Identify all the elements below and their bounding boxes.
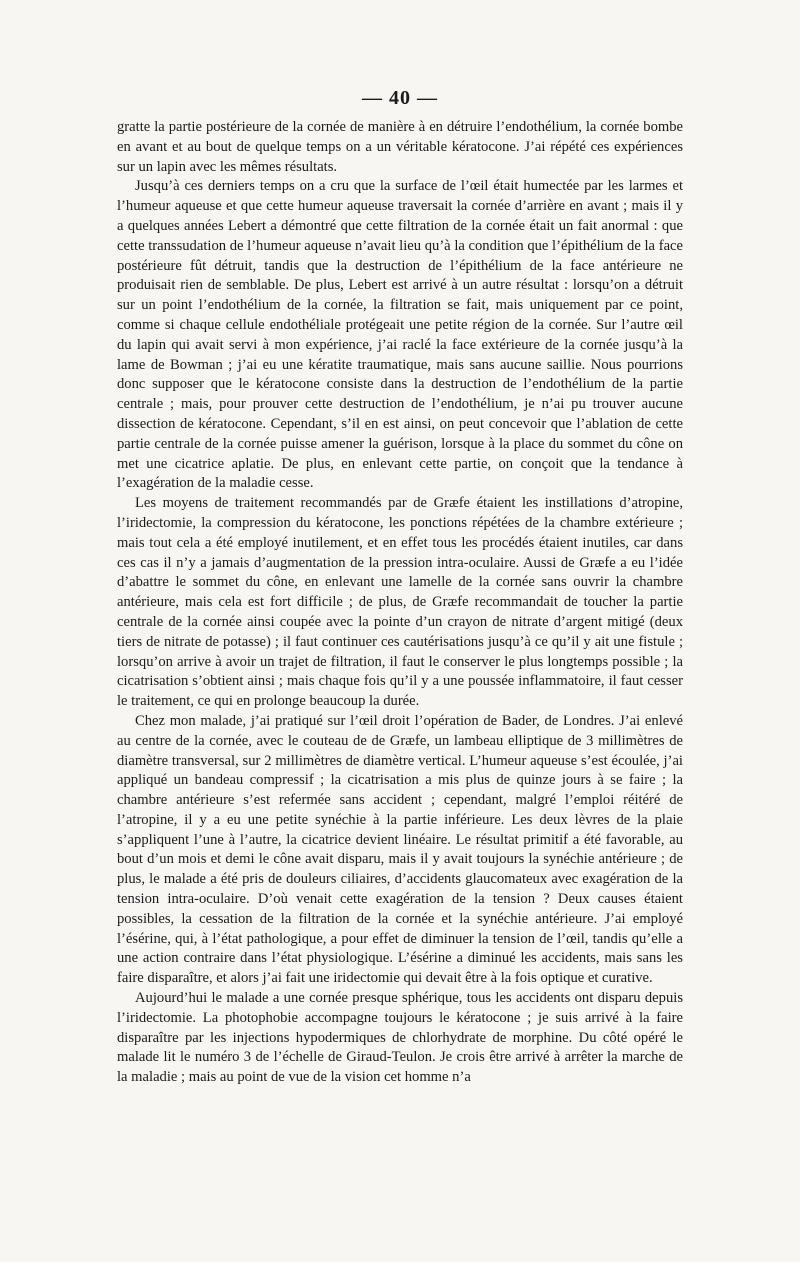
book-page <box>117 86 683 1088</box>
paragraph-bader-operation: Chez mon malade, j’ai pratiqué sur l’œil droit l’opération de Bader, de Londres. J’ai enlevé au centre de la cornée, avec le couteau de de Græfe, un lambeau elliptique de 3 millimètres de diamètre transversal, sur 2 millimètres de diamètre vertical. L’humeur aqueuse s’est écoulée, j’ai appliqué un bandeau compressif ; la cicatrisation a mis plus de quinze jours à se faire ; la chambre antérieure s’est refermée sans accident ; cependant, malgré l’emploi réitéré de l’atropine, il y a eu une petite synéchie à la partie inférieure. Les deux lèvres de la plaie s’appliquent l’une à l’autre, la cicatrice devient linéaire. Le résultat primitif a été favorable, au bout d’un mois et demi le cône avait disparu, mais il y avait toujours la synéchie antérieure ; de plus, le malade a été pris de douleurs ciliaires, d’accidents glaucomateux avec exagération de la tension intra-oculaire. D’où venait cette exagération de la tension ? Deux causes étaient possibles, la cessation de la filtration de la cornée et la synéchie antérieure. J’ai employé l’ésérine, qui, à l’état pathologique, a pour effet de diminuer la tension de l’œil, tandis qu’elle a une action contraire dans l’état physiologique. L’ésérine a diminué les accidents, mais sans les faire disparaître, et alors j’ai fait une iridectomie qui devait être à la fois optique et curative. <box>117 712 683 987</box>
body-text <box>117 118 683 1088</box>
paragraph-current-state: Aujourd’hui le malade a une cornée presque sphérique, tous les accidents ont disparu depuis l’iridectomie. La photophobie accompagne toujours le kératocone ; je suis arrivé à la faire disparaître par les injections hypodermiques de chlorhydrate de morphine. Du côté opéré le malade lit le numéro 3 de l’échelle de Giraud-Teulon. Je crois être arrivé à arrêter la marche de la maladie ; mais au point de vue de la vision cet homme n’a <box>117 990 683 1086</box>
paragraph-continuation: gratte la partie postérieure de la cornée de manière à en détruire l’endothélium, la cornée bombe en avant et au bout de quelque temps on a un véritable kératocone. J’ai répété ces expériences sur un lapin avec les mêmes résultats. <box>117 119 683 175</box>
page-number: — 40 — <box>362 87 438 109</box>
paragraph-graefe-treatment: Les moyens de traitement recommandés par de Græfe étaient les instillations d’atropine, l’iridectomie, la compression du kératocone, les ponctions répétées de la chambre extérieure ; mais tout cela a été employé inutilement, et en effet tous les procédés étaient inutiles, car dans ces cas il n’y a jamais d’augmentation de la pression intra-oculaire. Aussi de Græfe a eu l’idée d’abattre le sommet du cône, en enlevant une lamelle de la cornée sans ouvrir la chambre antérieure, mais cela est fort difficile ; de plus, de Græfe recommandait de toucher la partie centrale de la cornée ainsi coupée avec la pointe d’un crayon de nitrate d’argent mitigé (deux tiers de nitrate de potasse) ; il faut continuer ces cautérisations jusqu’à ce qu’il y ait une fistule ; lorsqu’on arrive à avoir un trajet de filtration, il faut le conserver le plus longtemps possible ; la cicatrisation s’obtient ainsi ; mais chaque fois qu’il y a une poussée inflammatoire, il faut cesser le traitement, ce qui en prolonge beaucoup la durée. <box>117 495 683 710</box>
paragraph-lebert-filtration: Jusqu’à ces derniers temps on a cru que la surface de l’œil était humectée par les larmes et l’humeur aqueuse et que cette humeur aqueuse traversait la cornée d’arrière en avant ; mais il y a quelques années Lebert a démontré que cette filtration de la cornée était un fait anormal : que cette transsudation de l’humeur aqueuse n’avait lieu qu’à la condition que l’épithélium de la face postérieure fût détruit, tandis que la destruction de l’épithélium de la face antérieure ne produisait rien de semblable. De plus, Lebert est arrivé à un autre résultat : lorsqu’on a détruit sur un point l’endothélium de la cornée, la filtration se fait, mais uniquement par ce point, comme si chaque cellule endothéliale protégeait une petite région de la cornée. Sur l’autre œil du lapin qui avait servi à mon expérience, j’ai raclé la face extérieure de la cornée jusqu’à la lame de Bowman ; j’ai eu une kératite traumatique, mais sans aucune saillie. Nous pourrions donc supposer que le kératocone consiste dans la destruction de l’endothélium de la partie centrale ; mais, pour prouver cette destruction de l’endothélium, je n’ai pu trouver aucune dissection de kératocone. Cependant, s’il en est ainsi, on peut concevoir que l’ablation de cette partie centrale de la cornée puisse amener la guérison, lorsque à la place du sommet du cône on met une cicatrice aplatie. De plus, en enlevant cette partie, on conçoit que la tendance à l’exagération de la maladie cesse. <box>117 178 683 492</box>
